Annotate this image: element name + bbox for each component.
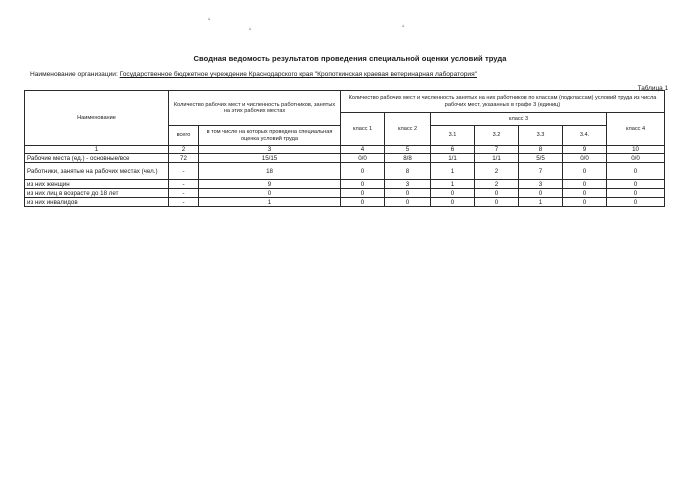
- column-number: 9: [563, 146, 607, 154]
- column-number: 8: [519, 146, 563, 154]
- organization-label: Наименование организации:: [30, 71, 118, 78]
- table-cell: 9: [199, 180, 341, 189]
- table-cell: 1/1: [475, 154, 519, 163]
- table-cell: 0: [475, 189, 519, 198]
- table-cell: 0: [385, 189, 431, 198]
- table-cell: -: [169, 189, 199, 198]
- table-cell: 0/0: [607, 154, 665, 163]
- table-cell: 1: [431, 180, 475, 189]
- header-total: всего: [169, 126, 199, 146]
- table-row: [25, 198, 665, 207]
- summary-table: [24, 90, 665, 207]
- header-class-3-3: 3.3: [519, 126, 563, 146]
- header-class-2: класс 2: [385, 113, 431, 146]
- table-cell: 1: [431, 163, 475, 180]
- table-cell: -: [169, 198, 199, 207]
- column-number: 3: [199, 146, 341, 154]
- organization-value: Государственное бюджетное учреждение Краснодарского края "Кропоткинская краевая ветеринарная лаборатория": [119, 71, 477, 78]
- header-class-3-2: 3.2: [475, 126, 519, 146]
- table-row: [25, 189, 665, 198]
- table-cell: 5/5: [519, 154, 563, 163]
- table-cell: 3: [519, 180, 563, 189]
- header-class-3-1: 3.1: [431, 126, 475, 146]
- organization-line: [30, 71, 477, 78]
- table-cell: 0: [431, 189, 475, 198]
- table-cell: 1: [519, 198, 563, 207]
- table-row: [25, 154, 665, 163]
- table-cell: 0: [341, 180, 385, 189]
- table-cell: 15/15: [199, 154, 341, 163]
- table-row: [25, 180, 665, 189]
- header-classes-group: Количество рабочих мест и численность занятых на них работников по классам (подклассам) условий труда из числа рабочих мест, указанных в графе 3 (единиц): [341, 91, 665, 113]
- table-cell: 8/8: [385, 154, 431, 163]
- column-number: 10: [607, 146, 665, 154]
- table-cell: 0: [607, 189, 665, 198]
- column-number: 6: [431, 146, 475, 154]
- table-cell: 0: [199, 189, 341, 198]
- row-label: из них женщин: [25, 180, 169, 189]
- table-cell: 0: [341, 189, 385, 198]
- table-cell: 0: [519, 189, 563, 198]
- table-cell: 0: [607, 180, 665, 189]
- row-label: Работники, занятые на рабочих местах (чел.): [25, 163, 169, 180]
- table-cell: 0: [563, 163, 607, 180]
- table-cell: 0: [607, 163, 665, 180]
- table-cell: 0: [431, 198, 475, 207]
- table-cell: 72: [169, 154, 199, 163]
- column-number: 5: [385, 146, 431, 154]
- table-cell: 0: [563, 180, 607, 189]
- column-number: 1: [25, 146, 169, 154]
- table-cell: 1: [199, 198, 341, 207]
- header-class-3-4: 3.4.: [563, 126, 607, 146]
- document-title: Сводная ведомость результатов проведения специальной оценки условий труда: [193, 54, 507, 63]
- table-cell: 0: [385, 198, 431, 207]
- table-cell: 7: [519, 163, 563, 180]
- table-cell: 0: [563, 198, 607, 207]
- table-cell: 8: [385, 163, 431, 180]
- table-cell: 2: [475, 180, 519, 189]
- table-number: Таблица 1: [637, 85, 668, 92]
- header-class-1: класс 1: [341, 113, 385, 146]
- table-cell: 0/0: [563, 154, 607, 163]
- row-label: из них лиц в возрасте до 18 лет: [25, 189, 169, 198]
- table-cell: 3: [385, 180, 431, 189]
- column-number: 2: [169, 146, 199, 154]
- table-cell: 0: [607, 198, 665, 207]
- table-cell: 0/0: [341, 154, 385, 163]
- header-name: Наименование: [25, 91, 169, 146]
- table-cell: 1/1: [431, 154, 475, 163]
- table-cell: -: [169, 180, 199, 189]
- table-cell: 0: [475, 198, 519, 207]
- table-cell: 0: [341, 163, 385, 180]
- column-number: 4: [341, 146, 385, 154]
- table-cell: 0: [563, 189, 607, 198]
- table-cell: 0: [341, 198, 385, 207]
- table-cell: 18: [199, 163, 341, 180]
- table-cell: -: [169, 163, 199, 180]
- header-class-3: класс 3: [431, 113, 607, 126]
- column-number: 7: [475, 146, 519, 154]
- header-class-4: класс 4: [607, 113, 665, 146]
- scan-speck: ʻ: [249, 27, 252, 38]
- table-row: [25, 163, 665, 180]
- row-label: Рабочие места (ед.) - основные/все: [25, 154, 169, 163]
- scan-speck: ʻ: [402, 24, 405, 35]
- header-count-group: Количество рабочих мест и численность работников, занятых на этих рабочих местах: [169, 91, 341, 126]
- row-label: из них инвалидов: [25, 198, 169, 207]
- header-assessed: в том числе на которых проведена специальная оценка условий труда: [199, 126, 341, 146]
- scan-speck: ʻ: [208, 17, 211, 28]
- table-cell: 2: [475, 163, 519, 180]
